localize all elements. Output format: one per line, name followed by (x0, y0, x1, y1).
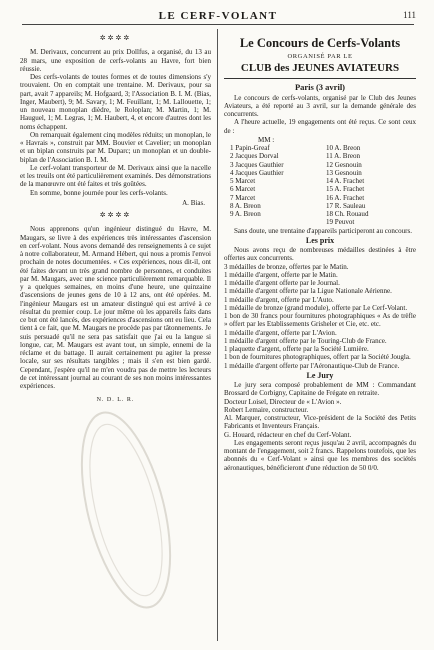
prize-item: 1 médaille d'argent offerte par l'Aéronautique-Club de France. (224, 361, 400, 370)
section-ornament: ✲✲✲✲ (99, 34, 132, 42)
prizes-list (224, 246, 416, 370)
paragraph: G. Houard, rédacteur en chef du Cerf-Volant. (224, 430, 352, 439)
entry: 12 Gesnouin (326, 160, 362, 169)
entries-list (224, 144, 416, 227)
journal-title: LE CERF-VOLANT (158, 10, 278, 22)
entry: 19 Peuvot (326, 218, 355, 227)
prize-item: 1 médaille d'argent offerte par la Ligue Nationale Aérienne. (224, 287, 392, 296)
article-subtitle: ORGANISÉ PAR LE (287, 53, 353, 60)
prize-item: 1 médaille d'argent, offerte par le Matin. (224, 270, 338, 279)
author-signature: A. Bias. (182, 198, 205, 207)
entry: 13 Gesnouin (326, 168, 362, 177)
paragraph: Le cerf-volant transporteur de M. Derivaux ainsi que la nacelle et les treuils ont été particulièrement examinés. Des démonstrations de la manœuvre ont été faites et très goûtées. (20, 163, 211, 189)
entry: 18 Ch. Rouaud (326, 210, 369, 218)
prize-item: 1 bon de 30 francs pour fournitures photographiques « As de trèfle » offert par les Etablissements Grisheler et Cie, etc. etc. (224, 312, 416, 329)
prize-item: 1 plaquette d'argent, offerte par la Société Lumière. (224, 345, 369, 353)
entry: 14 A. Frachet (326, 177, 365, 185)
entry: 7 Marcet (230, 193, 256, 202)
article-title: Le Concours de Cerfs-Volants (239, 36, 401, 50)
paragraph: On remarquait également cinq modèles réduits; un monoplan, le « Havrais », construit par MM. Bouvier et Cavelier; un monoplan et un biplan construits par M. Duparc; un monoplan et un double-biplan de l'Association B. I. M. (20, 130, 212, 164)
prize-item: 1 médaille d'argent offerte par le Touring-Club de France. (224, 336, 387, 345)
prize-item: Nous avons reçu de nombreuses médailles destinées à être offertes aux concurrents. (224, 246, 416, 263)
page-number: 111 (403, 10, 416, 20)
entry: 4 Jacques Gauthier (230, 168, 284, 177)
paragraph: Le concours de cerfs-volants, organisé par le Club des Jeunes Aviateurs, a été reporté au 3 avril, sur la demande générale des concurrents. (224, 93, 416, 118)
column-divider (217, 29, 218, 641)
entry: 5 Marcet (230, 177, 256, 185)
paragraph: Nous apprenons qu'un ingénieur distingué du Havre, M. Maugars, se livre à des expériences très intéressantes d'ascension en cerf-volant. Nous avons demandé des renseignements à ce sujet à notre collaborateur, M. Armand Hébert, qui nous a promis l'envoi prochain de notes documentées. « Ces expériences, nous dit-il, ont été faites devant un très grand nombre de personnes, et conduites par M. Maugars, avec une science particulièrement remarquable. Il y a quelques semaines, en moins d'une heure, une quinzaine d'ascensions de jeunes gens de 10 à 12 ans, ont été opérées. M. l'ingénieur Maugars est un amateur distingué qui est arrivé à ce résultat du premier coup. Le jour même où les appareils faits dans ce but ont été lancés, des expériences d'ascensions ont eu lieu. Cela tient à ce fait, que M. Maugars ne procède pas par tâtonnements. Je suis persuadé qu'il ne sera pas satisfait que j'ai eu la langue si longue, car, M. Maugars est avant tout, un simple, ennemi de la réclame et du battage. Il aurait certainement pu agiter la presse locale, sur ses résultats tangibles ; mais il s'en est bien gardé. Cependant, j'espère qu'il ne m'en voudra pas de mettre les lecteurs de cet intéressant journal au courant de ses non moins intéressantes expériences. (20, 225, 211, 390)
paragraph: Sans doute, une trentaine d'appareils participeront au concours. (234, 226, 412, 235)
paragraph: A l'heure actuelle, 19 engagements ont été reçus. Ce sont ceux de : (224, 118, 416, 135)
prize-item: 1 médaille d'argent, offerte par L'Avion. (224, 328, 337, 337)
right-column (224, 32, 416, 472)
entry: 11 A. Breon (326, 152, 360, 161)
entry: 16 A. Frachet (326, 193, 365, 202)
entry: 3 Jacques Gauthier (230, 160, 284, 169)
prize-item: 1 médaille d'argent, offerte par L'Auto. (224, 295, 334, 304)
entry: 8 A. Breon (230, 201, 261, 210)
paragraph: Des cerfs-volants de toutes formes et de toutes dimensions s'y trouvaient. On en comptait une trentaine. M. Derivaux, pour sa part, avait 7 appareils; M. Hofgaard, 3; l'Association B. I. M. (Bias, Inger, Maubert), 9; M. Savary, 1; M. Feuillant, 1; M. Lallouette, 1; un nouveau monoplan dièdre, le Roloplan; M. Martin, 1; M. Hauguel, 1; M. Legras, 1; M. Haubert, 4, et encore d'autres dont les noms échappent. (20, 73, 211, 131)
prizes-heading: Les prix (305, 235, 335, 245)
paragraph: Robert Lemaire, constructeur. (224, 405, 309, 414)
entries-heading: MM : (258, 135, 275, 144)
paragraph: Al. Marquer, constructeur, Vice-président de la Société des Petits Fabricants et Inventeurs Français. (224, 414, 416, 431)
entry: 17 R. Sauleau (326, 201, 366, 210)
paragraph: Docteur Loisel, Directeur de « L'Avion ». (224, 397, 342, 406)
entry: 9 A. Breon (230, 210, 261, 218)
paragraph: Le jury sera composé probablement de MM : Commandant Brossard de Corbigny, Capitaine de Frégate en retraite. (224, 381, 416, 398)
entry: 10 A. Breon (326, 144, 361, 152)
entry: 1 Papin-Greaf (230, 144, 270, 152)
entry: 6 Marcet (230, 185, 256, 194)
entry: 15 A. Frachet (326, 185, 365, 194)
section-ornament: ✲✲✲✲ (99, 211, 132, 219)
editor-note-signature: N. D. L. R. (96, 397, 135, 404)
paragraph: En somme, bonne journée pour les cerfs-volants. (30, 188, 168, 197)
prize-item: 1 médaille de bronze (grand module), offerte par Le Cerf-Volant. (224, 303, 408, 312)
library-stamp-watermark (66, 395, 186, 625)
event-place-date: Paris (3 avril) (294, 82, 346, 93)
prize-item: 1 bon de fournitures photographiques, offert par la Société Jougla. (224, 353, 411, 362)
club-name: CLUB des JEUNES AVIATEURS (224, 62, 416, 79)
entry (230, 218, 320, 226)
page-header (22, 10, 414, 25)
paragraph: Les engagements seront reçus jusqu'au 2 avril, accompagnés du montant de l'engagement, soit 2 francs. Rappelons toutefois, que les abonnés du « Cerf-Volant » ainsi que les membres des sociétés aéronautiques, bénéficieront d'une réduction de 50 0/0. (224, 438, 416, 472)
prize-item: 1 médaille d'argent offerte par le Journal. (224, 279, 340, 287)
jury-heading: Le Jury (306, 370, 334, 380)
entry: 2 Jacques Dorval (230, 152, 279, 161)
prize-item: 3 médailles de bronze, offertes par le Matin. (224, 262, 349, 271)
left-column (20, 32, 211, 405)
paragraph: M. Derivaux, concurrent au prix Dollfus, a organisé, du 13 au 28 mars, une exposition de cerfs-volants au Havre, fort bien réussie. (20, 48, 211, 73)
